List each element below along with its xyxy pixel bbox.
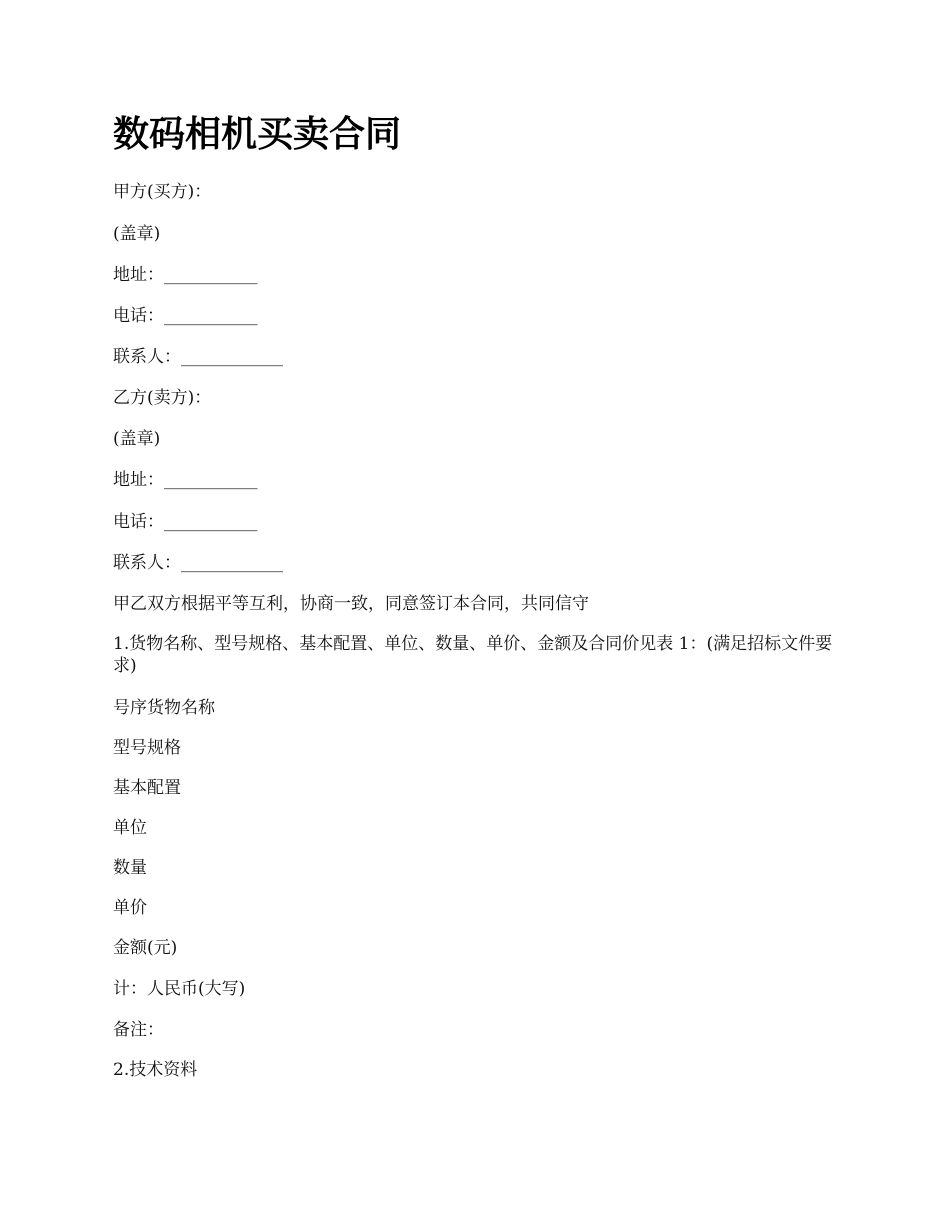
clause-2: 2.技术资料 xyxy=(113,1060,198,1080)
party-b-contact: 联系人：____________ xyxy=(113,553,283,573)
table-field-amount: 金额(元) xyxy=(113,938,178,958)
table-field-model: 型号规格 xyxy=(113,738,181,758)
party-a-phone: 电话：___________ xyxy=(113,306,258,326)
party-b-address: 地址：___________ xyxy=(113,470,258,490)
clause-1: 1.货物名称、型号规格、基本配置、单位、数量、单价、金额及合同价见表 1：(满足招标文件要求) xyxy=(113,634,833,676)
party-b-heading: 乙方(卖方)： xyxy=(113,388,212,408)
party-b-seal: (盖章) xyxy=(113,429,161,449)
total-amount-line: 计：人民币(大写) xyxy=(113,979,246,999)
remarks-line: 备注： xyxy=(113,1020,164,1040)
party-a-address: 地址：___________ xyxy=(113,265,258,285)
table-field-quantity: 数量 xyxy=(113,858,147,878)
table-field-unit: 单位 xyxy=(113,818,147,838)
document-title: 数码相机买卖合同 xyxy=(113,114,402,155)
party-b-phone: 电话：___________ xyxy=(113,512,258,532)
table-field-name: 号序货物名称 xyxy=(113,698,215,718)
contract-preamble: 甲乙双方根据平等互利，协商一致，同意签订本合同，共同信守 xyxy=(113,594,589,614)
party-a-contact: 联系人：____________ xyxy=(113,347,283,367)
party-a-heading: 甲方(买方)： xyxy=(113,182,212,202)
party-a-seal: (盖章) xyxy=(113,224,161,244)
table-field-config: 基本配置 xyxy=(113,778,181,798)
table-field-unit-price: 单价 xyxy=(113,898,147,918)
